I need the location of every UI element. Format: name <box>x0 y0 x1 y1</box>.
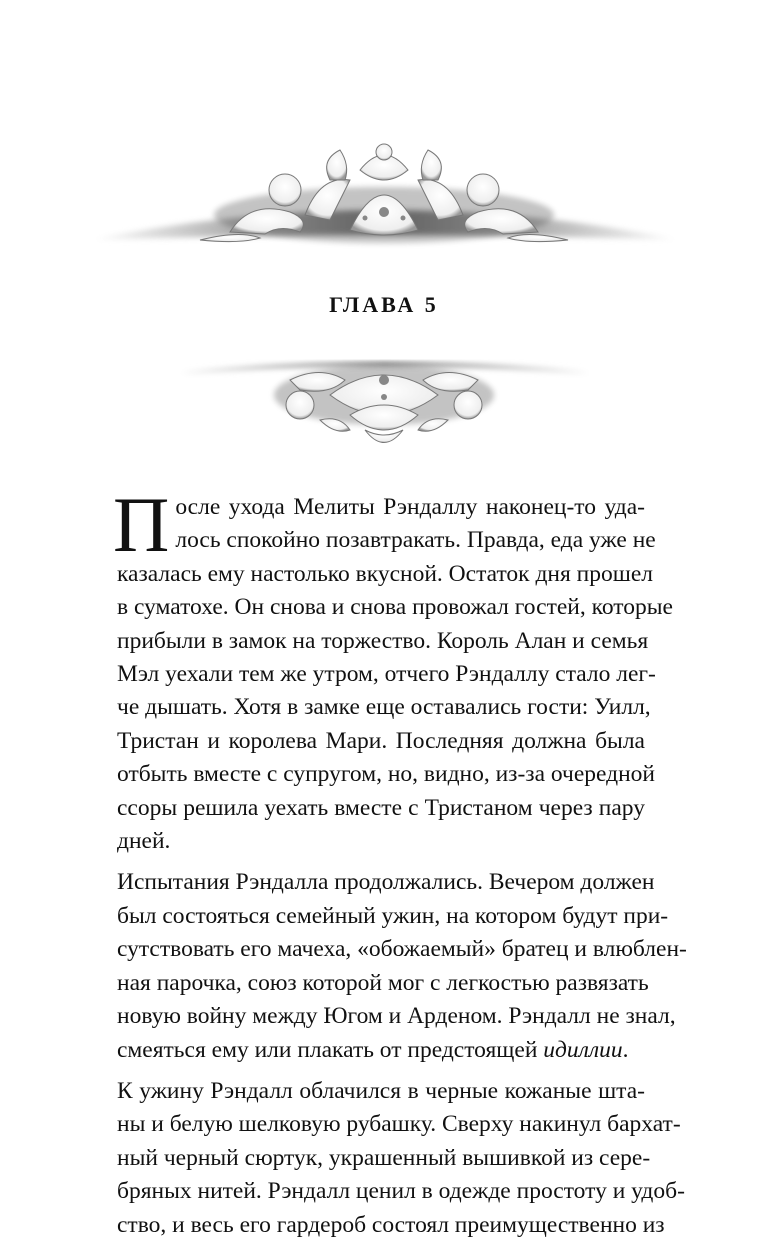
text-line: че дышать. Хотя в замке еще оставались гости: Уилл, <box>117 694 651 721</box>
top-ornament <box>0 120 768 270</box>
text-line: ссоры решила уехать вместе с Тристаном через пару <box>117 794 645 821</box>
paragraph-2 <box>117 866 687 1066</box>
text-line: в суматохе. Он снова и снова провожал гостей, которые <box>117 594 673 621</box>
text-line: казалась ему настолько вкусной. Остаток дня прошел <box>117 560 653 587</box>
text-line: осле ухода Мелиты Рэндаллу наконец-то уда- <box>175 494 645 520</box>
chapter-body <box>113 481 687 1242</box>
paragraph-1 <box>113 481 673 858</box>
text-line: ны и белую шелковую рубашку. Сверху накинул бархат- <box>117 1111 681 1138</box>
text-line: К ужину Рэндалл облачился в черные кожаные шта- <box>117 1077 645 1104</box>
drop-cap: П <box>113 481 170 568</box>
text-line <box>117 1034 645 1067</box>
text-line: отбыть вместе с супругом, но, видно, из-за очередной <box>117 761 655 788</box>
chapter-title: ГЛАВА 5 <box>329 292 439 317</box>
text-line: был состояться семейный ужин, на котором будут при- <box>117 902 669 929</box>
text-line: ство, и весь его гардероб состоял преимущественно из <box>117 1211 665 1238</box>
text-line: бряных нитей. Рэндалл ценил в одежде простоту и удоб- <box>117 1178 685 1205</box>
text-line: прибыли в замок на торжество. Король Алан и семья <box>117 627 649 654</box>
text-line: сутствовать его мачеха, «обожаемый» братец и влюблен- <box>117 936 687 963</box>
text-fragment: . <box>622 1036 629 1063</box>
text-line: ная парочка, союз которой мог с легкостью развязать <box>117 969 649 996</box>
text-line: Мэл уехали тем же утром, отчего Рэндаллу стало лег- <box>117 661 656 688</box>
text-line: ный черный сюртук, украшенный вышивкой из сере- <box>117 1144 651 1171</box>
text-fragment: смеяться ему или плакать от предстоящей <box>117 1036 544 1063</box>
text-line: дней. <box>117 828 171 855</box>
bottom-ornament <box>0 335 768 455</box>
emphasized-word: идиллии <box>543 1036 623 1063</box>
text-line: Испытания Рэндалла продолжались. Вечером должен <box>117 869 655 896</box>
text-line: Тристан и королева Мари. Последняя должна была <box>117 727 645 754</box>
text-line: лось спокойно позавтракать. Правда, еда уже не <box>175 527 656 554</box>
text-line: новую войну между Югом и Арденом. Рэндалл не знал, <box>117 1003 676 1030</box>
paragraph-3 <box>117 1075 685 1242</box>
